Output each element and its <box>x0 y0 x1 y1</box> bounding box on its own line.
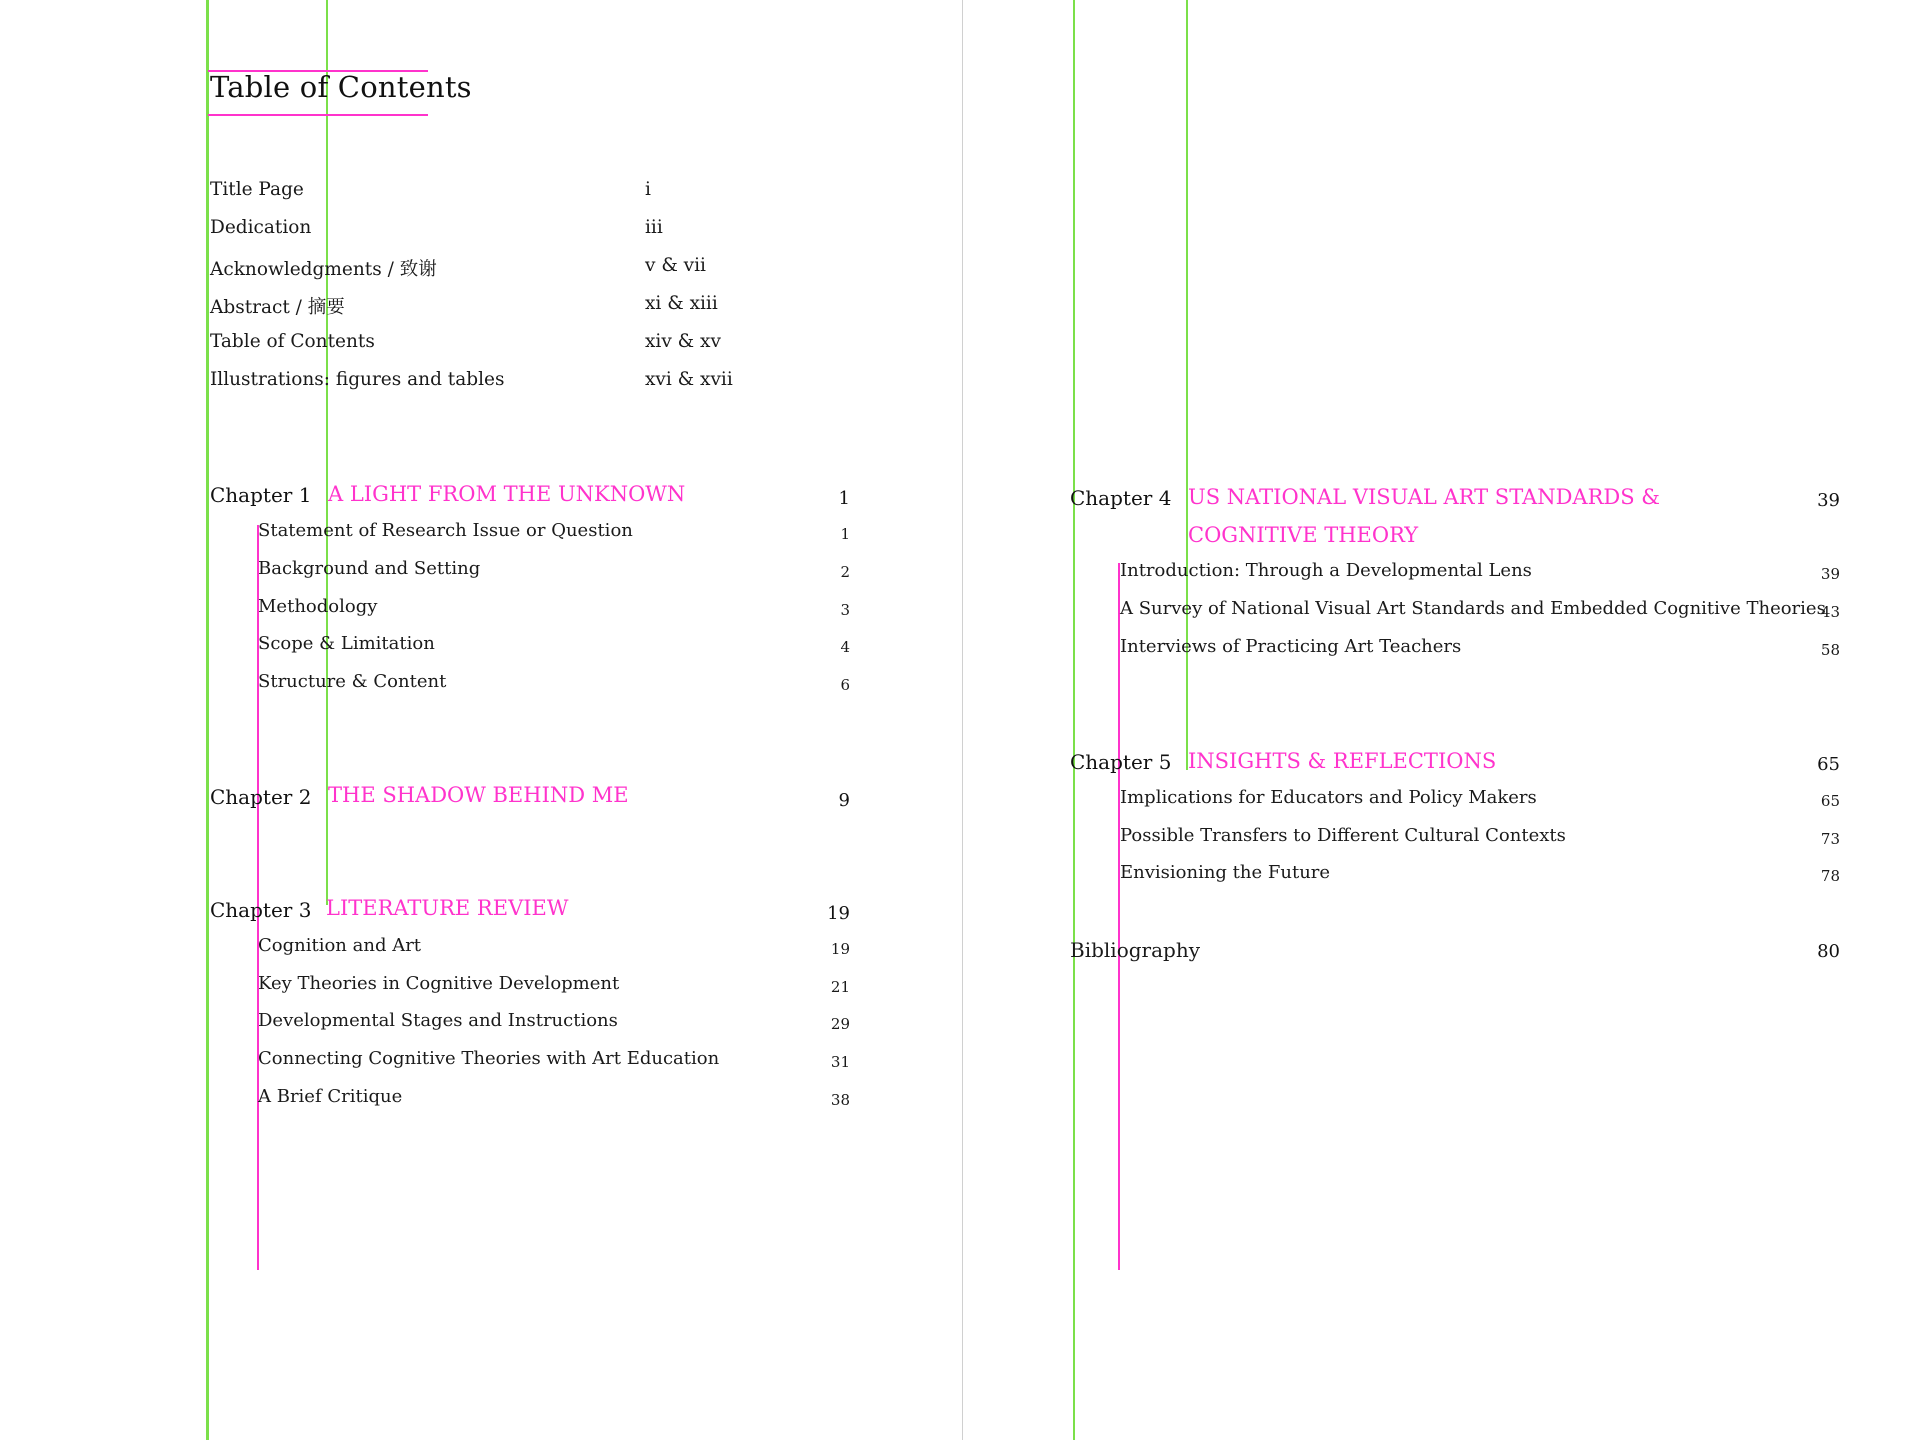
front-matter-page: v & vii <box>645 255 706 276</box>
section-label: Connecting Cognitive Theories with Art Education <box>258 1048 720 1069</box>
chapter-1-page: 1 <box>838 488 850 509</box>
section-page: 58 <box>1820 641 1840 659</box>
section-page: 4 <box>840 638 850 656</box>
chapter-3-label: Chapter 3 <box>210 898 312 922</box>
front-matter-label: Acknowledgments / 致谢 <box>210 259 437 280</box>
section-page: 73 <box>1820 830 1840 848</box>
chapter-3-page: 19 <box>827 903 850 924</box>
section-page: 38 <box>830 1091 850 1109</box>
chapter-4-title-line-1: US NATIONAL VISUAL ART STANDARDS & <box>1188 485 1660 509</box>
chapter-1-label: Chapter 1 <box>210 483 312 507</box>
section-label: Implications for Educators and Policy Makers <box>1120 787 1537 808</box>
chapter-1-title: A LIGHT FROM THE UNKNOWN <box>328 482 686 506</box>
section-page: 2 <box>840 563 850 581</box>
bibliography-page: 80 <box>1817 941 1840 962</box>
front-matter-page: xiv & xv <box>645 331 721 352</box>
chapter-2-label: Chapter 2 <box>210 785 312 809</box>
section-label: Developmental Stages and Instructions <box>258 1010 618 1031</box>
section-label: Scope & Limitation <box>258 633 435 654</box>
section-label: Interviews of Practicing Art Teachers <box>1120 636 1462 657</box>
section-page: 65 <box>1820 792 1840 810</box>
section-label: Possible Transfers to Different Cultural Contexts <box>1120 825 1566 846</box>
chapter-5-label: Chapter 5 <box>1070 750 1172 774</box>
chapter-5-page: 65 <box>1817 754 1840 775</box>
section-page: 3 <box>840 601 850 619</box>
page-title: Table of Contents <box>210 70 472 104</box>
chapter-4-title-line-2: COGNITIVE THEORY <box>1188 523 1419 547</box>
section-page: 78 <box>1820 867 1840 885</box>
front-matter-label: Dedication <box>210 217 312 238</box>
section-label: Statement of Research Issue or Question <box>258 520 633 541</box>
section-label: A Survey of National Visual Art Standards and Embedded Cognitive Theories <box>1120 598 1826 619</box>
page-spine <box>962 0 963 1440</box>
front-matter-label: Abstract / 摘要 <box>210 297 345 318</box>
left-column-guide <box>326 0 328 905</box>
right-indent-guide <box>1118 563 1120 1270</box>
chapter-4-page: 39 <box>1817 490 1840 511</box>
chapter-4-label: Chapter 4 <box>1070 486 1172 510</box>
section-page: 1 <box>840 525 850 543</box>
section-page: 39 <box>1820 565 1840 583</box>
section-label: A Brief Critique <box>258 1086 403 1107</box>
section-label: Methodology <box>258 596 378 617</box>
chapter-3-title: LITERATURE REVIEW <box>326 896 569 920</box>
section-page: 31 <box>830 1053 850 1071</box>
section-page: 43 <box>1820 603 1840 621</box>
section-label: Cognition and Art <box>258 935 422 956</box>
front-matter-page: i <box>645 179 651 200</box>
chapter-2-page: 9 <box>838 790 850 811</box>
left-margin-guide <box>206 0 209 1440</box>
section-label: Key Theories in Cognitive Development <box>258 973 620 994</box>
section-page: 21 <box>830 978 850 996</box>
front-matter-page: xvi & xvii <box>645 369 733 390</box>
chapter-2-title: THE SHADOW BEHIND ME <box>328 783 629 807</box>
section-label: Structure & Content <box>258 671 447 692</box>
front-matter-label: Illustrations: figures and tables <box>210 369 505 390</box>
right-margin-guide <box>1073 0 1075 1440</box>
section-page: 19 <box>830 940 850 958</box>
chapter-5-title: INSIGHTS & REFLECTIONS <box>1188 749 1497 773</box>
front-matter-label: Table of Contents <box>210 331 375 352</box>
front-matter-page: xi & xiii <box>645 293 718 314</box>
front-matter-page: iii <box>645 217 663 238</box>
section-page: 29 <box>830 1015 850 1033</box>
section-label: Introduction: Through a Developmental Lens <box>1120 560 1532 581</box>
section-page: 6 <box>840 676 850 694</box>
section-label: Envisioning the Future <box>1120 862 1331 883</box>
bibliography-label: Bibliography <box>1070 938 1200 962</box>
section-label: Background and Setting <box>258 558 481 579</box>
front-matter-label: Title Page <box>210 179 304 200</box>
